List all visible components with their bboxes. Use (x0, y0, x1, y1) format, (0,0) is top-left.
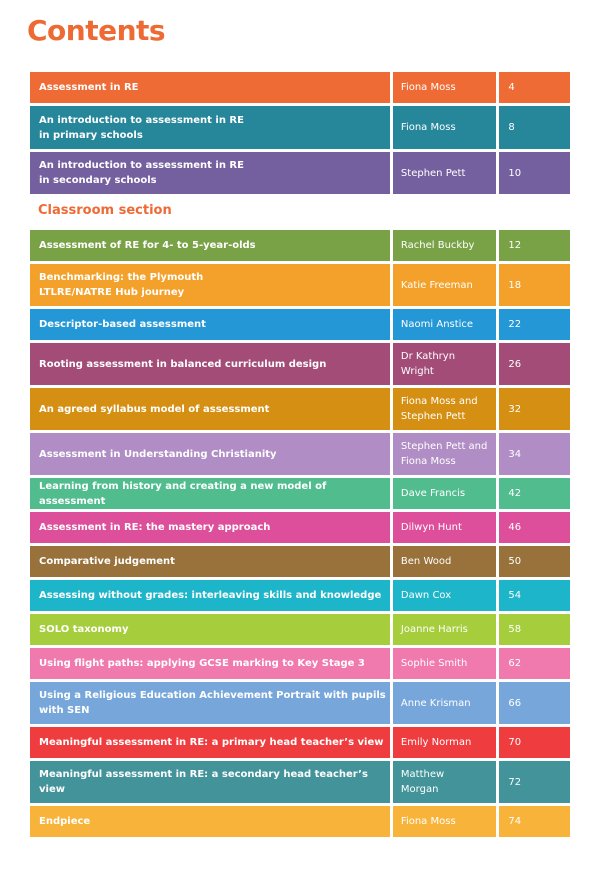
toc-classroom-list (30, 230, 570, 840)
entry-title-text: Assessment of RE for 4- to 5-year-olds (39, 240, 256, 251)
entry-page-number (499, 309, 570, 340)
entry-page-number (499, 682, 570, 724)
entry-author (393, 761, 496, 803)
toc-entry[interactable] (30, 546, 570, 577)
entry-author (393, 230, 496, 261)
entry-title-text: Assessing without grades: interleaving skills and knowledge (39, 590, 382, 601)
entry-author-text: Naomi Anstice (400, 319, 474, 330)
entry-author-text: Fiona Moss (400, 816, 456, 827)
entry-page-number-text: 42 (508, 488, 522, 499)
toc-entry[interactable] (30, 152, 570, 194)
entry-page-number (499, 761, 570, 803)
entry-title-text: Descriptor-based assessment (39, 319, 206, 330)
entry-author-text: Stephen Pett and Fiona Moss (400, 441, 488, 467)
entry-title-text: SOLO taxonomy (39, 624, 129, 635)
toc-entry[interactable] (30, 806, 570, 837)
toc-entry[interactable] (30, 309, 570, 340)
toc-intro-list (30, 72, 570, 197)
entry-title-text: An introduction to assessment in RE in secondary schools (39, 160, 244, 186)
entry-author-text: Sophie Smith (400, 658, 468, 669)
entry-page-number-text: 32 (508, 403, 522, 415)
entry-page-number-text: 50 (508, 556, 522, 567)
entry-title (30, 727, 390, 758)
toc-entry[interactable] (30, 388, 570, 430)
entry-author (393, 152, 496, 194)
entry-title-text: Meaningful assessment in RE: a secondary head teacher’s view (39, 769, 368, 795)
entry-title (30, 230, 390, 261)
entry-title (30, 433, 390, 475)
toc-entry[interactable] (30, 264, 570, 306)
entry-page-number (499, 106, 570, 149)
toc-entry[interactable] (30, 433, 570, 475)
entry-author-text: Dilwyn Hunt (400, 522, 462, 533)
entry-author-text: Ben Wood (400, 556, 452, 567)
entry-title-text: Meaningful assessment in RE: a primary head teacher’s view (39, 737, 384, 748)
entry-title-text: Benchmarking: the Plymouth LTLRE/NATRE Hub journey (39, 272, 204, 298)
entry-page-number-text: 72 (508, 776, 522, 788)
entry-author-text: Joanne Harris (400, 624, 468, 635)
entry-page-number (499, 264, 570, 306)
entry-author (393, 388, 496, 430)
entry-author-text: Katie Freeman (400, 279, 473, 291)
entry-page-number-text: 54 (508, 590, 522, 601)
entry-title-text: Assessment in RE: the mastery approach (39, 522, 271, 533)
entry-author-text: Anne Krisman (400, 697, 471, 709)
entry-page-number-text: 34 (508, 448, 522, 460)
entry-page-number (499, 614, 570, 645)
entry-author (393, 727, 496, 758)
entry-title-text: Endpiece (39, 816, 91, 827)
entry-title (30, 682, 390, 724)
entry-author (393, 343, 496, 385)
entry-author (393, 648, 496, 679)
entry-author (393, 580, 496, 611)
entry-author-text: Stephen Pett (400, 167, 466, 179)
entry-author (393, 682, 496, 724)
page-title: Contents (27, 14, 166, 47)
entry-page-number-text: 46 (508, 522, 522, 533)
toc-entry[interactable] (30, 512, 570, 543)
entry-title-text: Using a Religious Education Achievement Portrait with pupils with SEN (39, 690, 386, 716)
entry-page-number (499, 546, 570, 577)
entry-title (30, 648, 390, 679)
entry-title (30, 388, 390, 430)
entry-author (393, 433, 496, 475)
entry-author (393, 478, 496, 509)
entry-author-text: Dawn Cox (400, 590, 452, 601)
entry-title (30, 806, 390, 837)
entry-title (30, 546, 390, 577)
entry-title (30, 614, 390, 645)
entry-title-text: Learning from history and creating a new model of assessment (39, 480, 327, 507)
toc-entry[interactable] (30, 230, 570, 261)
entry-author (393, 806, 496, 837)
entry-title (30, 512, 390, 543)
entry-page-number (499, 580, 570, 611)
entry-author-text: Fiona Moss (400, 122, 456, 133)
entry-page-number (499, 388, 570, 430)
entry-page-number-text: 62 (508, 658, 522, 669)
toc-entry[interactable] (30, 648, 570, 679)
entry-page-number (499, 152, 570, 194)
toc-entry[interactable] (30, 727, 570, 758)
entry-title-text: An agreed syllabus model of assessment (39, 403, 270, 415)
entry-page-number (499, 478, 570, 509)
entry-title-text: Comparative judgement (39, 556, 175, 567)
entry-author-text: Dave Francis (400, 488, 466, 499)
entry-page-number (499, 648, 570, 679)
entry-author-text: Emily Norman (400, 737, 472, 748)
entry-title (30, 152, 390, 194)
toc-entry[interactable] (30, 478, 570, 509)
toc-entry[interactable] (30, 682, 570, 724)
entry-author (393, 106, 496, 149)
entry-author (393, 309, 496, 340)
entry-title (30, 309, 390, 340)
entry-author (393, 264, 496, 306)
entry-title-text: Assessment in Understanding Christianity (39, 448, 277, 460)
entry-page-number-text: 4 (508, 82, 515, 93)
entry-page-number (499, 806, 570, 837)
toc-entry[interactable] (30, 343, 570, 385)
entry-page-number (499, 343, 570, 385)
entry-page-number-text: 12 (508, 240, 522, 251)
entry-author (393, 614, 496, 645)
toc-entry[interactable] (30, 614, 570, 645)
entry-title-text: Using flight paths: applying GCSE marking to Key Stage 3 (39, 658, 365, 669)
entry-page-number-text: 66 (508, 697, 522, 709)
entry-page-number (499, 230, 570, 261)
entry-author (393, 512, 496, 543)
entry-title-text: An introduction to assessment in RE in primary schools (39, 114, 244, 141)
entry-page-number-text: 70 (508, 737, 522, 748)
entry-author (393, 546, 496, 577)
entry-author-text: Rachel Buckby (400, 240, 475, 251)
entry-title (30, 72, 390, 103)
entry-page-number-text: 18 (508, 279, 522, 291)
toc-entry[interactable] (30, 580, 570, 611)
entry-title (30, 106, 390, 149)
toc-entry[interactable] (30, 72, 570, 103)
toc-entry[interactable] (30, 761, 570, 803)
entry-page-number (499, 72, 570, 103)
entry-page-number (499, 512, 570, 543)
entry-title (30, 580, 390, 611)
entry-page-number-text: 22 (508, 319, 522, 330)
entry-author-text: Fiona Moss and Stephen Pett (400, 396, 478, 422)
entry-author-text: Dr Kathryn Wright (400, 351, 456, 377)
section-heading: Classroom section (38, 203, 172, 218)
entry-page-number (499, 433, 570, 475)
entry-page-number-text: 10 (508, 167, 522, 179)
entry-title (30, 478, 390, 509)
entry-author (393, 72, 496, 103)
entry-title (30, 264, 390, 306)
entry-title (30, 761, 390, 803)
toc-entry[interactable] (30, 106, 570, 149)
entry-title-text: Assessment in RE (39, 82, 139, 93)
entry-page-number-text: 58 (508, 624, 522, 635)
entry-author-text: Fiona Moss (400, 82, 456, 93)
entry-page-number-text: 26 (508, 358, 522, 370)
entry-author-text: Matthew Morgan (400, 769, 445, 795)
entry-title (30, 343, 390, 385)
entry-title-text: Rooting assessment in balanced curriculum design (39, 358, 327, 370)
entry-page-number-text: 74 (508, 816, 522, 827)
entry-page-number (499, 727, 570, 758)
entry-page-number-text: 8 (508, 122, 515, 133)
